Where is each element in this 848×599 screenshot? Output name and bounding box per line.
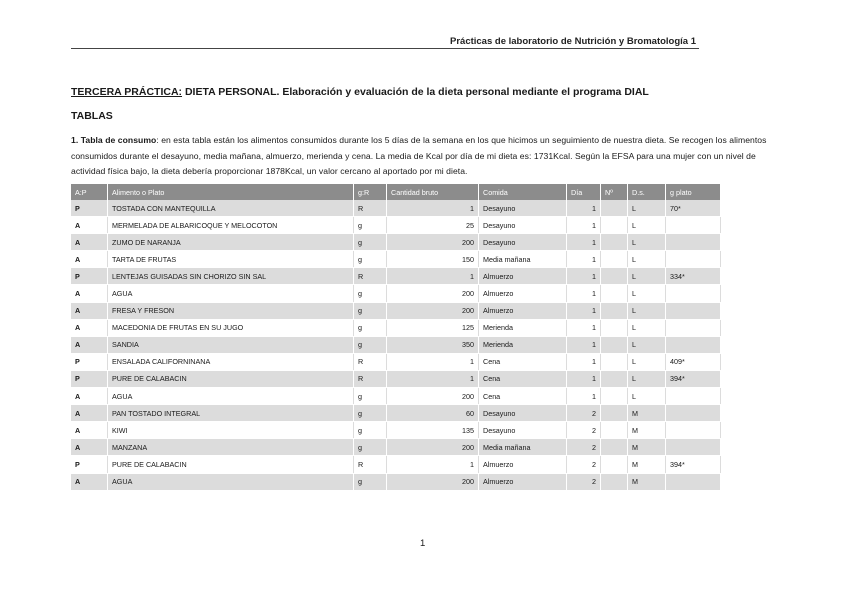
header-day: Día: [567, 184, 601, 200]
cell-grams-dish: 70*: [666, 200, 721, 217]
cell-gr: R: [354, 200, 387, 217]
cell-food: AGUA: [108, 285, 354, 302]
paragraph-text: : en esta tabla están los alimentos consumidos durante los 5 días de la semana en los que hicimos un seguimiento de nuestra dieta. Se recogen los alimentos consumidos durante el desayuno, media mañana, almuerzo, merienda y cena. La media de Kcal por día de mi dieta es: 1731Kcal. Según la EFSA para una mujer con un nivel de actividad física bajo, la dieta debería proporcionar 1878Kcal, un valor cercano al aportado por mi dieta.: [71, 135, 767, 177]
cell-food: TOSTADA CON MANTEQUILLA: [108, 200, 354, 217]
cell-number: [601, 234, 628, 251]
table-row: [71, 268, 721, 285]
table-row: [71, 422, 721, 439]
cell-ds: L: [628, 234, 666, 251]
cell-quantity: 1: [387, 370, 479, 387]
cell-food: PURE DE CALABACIN: [108, 456, 354, 473]
cell-food: ENSALADA CALIFORNINANA: [108, 353, 354, 370]
cell-day: 1: [567, 234, 601, 251]
cell-ds: M: [628, 456, 666, 473]
cell-quantity: 125: [387, 319, 479, 336]
cell-meal: Media mañana: [479, 439, 567, 456]
cell-food: MANZANA: [108, 439, 354, 456]
cell-day: 1: [567, 370, 601, 387]
page-number: 1: [420, 538, 426, 549]
cell-food: TARTA DE FRUTAS: [108, 251, 354, 268]
cell-day: 2: [567, 439, 601, 456]
cell-day: 1: [567, 251, 601, 268]
cell-grams-dish: [666, 439, 721, 456]
cell-ds: L: [628, 268, 666, 285]
cell-quantity: 60: [387, 405, 479, 422]
cell-day: 2: [567, 422, 601, 439]
cell-meal: Almuerzo: [479, 456, 567, 473]
cell-quantity: 200: [387, 439, 479, 456]
cell-grams-dish: [666, 388, 721, 405]
cell-gr: g: [354, 234, 387, 251]
header-ap: A:P: [71, 184, 108, 200]
cell-food: AGUA: [108, 473, 354, 490]
cell-day: 1: [567, 353, 601, 370]
cell-number: [601, 473, 628, 490]
cell-number: [601, 456, 628, 473]
cell-ds: M: [628, 405, 666, 422]
page-header-title: Prácticas de laboratorio de Nutrición y Bromatología 1: [450, 36, 697, 47]
cell-day: 1: [567, 302, 601, 319]
cell-grams-dish: 394*: [666, 370, 721, 387]
table-row: [71, 456, 721, 473]
paragraph-lead: 1. Tabla de consumo: [71, 135, 157, 145]
cell-meal: Almuerzo: [479, 302, 567, 319]
cell-ds: L: [628, 302, 666, 319]
cell-quantity: 200: [387, 388, 479, 405]
cell-gr: g: [354, 422, 387, 439]
cell-ds: L: [628, 336, 666, 353]
cell-meal: Desayuno: [479, 234, 567, 251]
cell-grams-dish: 394*: [666, 456, 721, 473]
cell-number: [601, 405, 628, 422]
cell-food: KIWI: [108, 422, 354, 439]
cell-ap: A: [71, 473, 108, 490]
cell-gr: g: [354, 217, 387, 234]
cell-meal: Merienda: [479, 319, 567, 336]
cell-meal: Merienda: [479, 336, 567, 353]
table-row: [71, 370, 721, 387]
table-row: [71, 473, 721, 490]
section-title: TABLAS: [71, 110, 113, 122]
table-row: [71, 217, 721, 234]
consumption-table: [71, 184, 721, 491]
cell-gr: g: [354, 388, 387, 405]
header-food: Alimento o Plato: [108, 184, 354, 200]
cell-number: [601, 336, 628, 353]
cell-day: 2: [567, 473, 601, 490]
cell-number: [601, 251, 628, 268]
cell-food: LENTEJAS GUISADAS SIN CHORIZO SIN SAL: [108, 268, 354, 285]
cell-grams-dish: [666, 473, 721, 490]
cell-quantity: 200: [387, 473, 479, 490]
cell-ap: A: [71, 388, 108, 405]
header-number: Nº: [601, 184, 628, 200]
cell-meal: Almuerzo: [479, 285, 567, 302]
cell-food: PURE DE CALABACIN: [108, 370, 354, 387]
cell-number: [601, 217, 628, 234]
cell-quantity: 200: [387, 234, 479, 251]
cell-ds: M: [628, 439, 666, 456]
header-quantity: Cantidad bruto: [387, 184, 479, 200]
cell-meal: Desayuno: [479, 422, 567, 439]
cell-ds: L: [628, 217, 666, 234]
header-grams-dish: g plato: [666, 184, 721, 200]
cell-quantity: 350: [387, 336, 479, 353]
cell-gr: g: [354, 251, 387, 268]
cell-gr: g: [354, 439, 387, 456]
cell-number: [601, 422, 628, 439]
table-row: [71, 251, 721, 268]
cell-grams-dish: [666, 234, 721, 251]
cell-quantity: 135: [387, 422, 479, 439]
cell-ds: M: [628, 473, 666, 490]
cell-number: [601, 319, 628, 336]
cell-gr: R: [354, 353, 387, 370]
cell-day: 1: [567, 217, 601, 234]
table-row: [71, 200, 721, 217]
cell-gr: R: [354, 268, 387, 285]
table-row: [71, 353, 721, 370]
cell-ds: L: [628, 285, 666, 302]
cell-number: [601, 439, 628, 456]
cell-grams-dish: [666, 251, 721, 268]
cell-quantity: 200: [387, 285, 479, 302]
cell-quantity: 1: [387, 200, 479, 217]
cell-ap: A: [71, 285, 108, 302]
cell-food: ZUMO DE NARANJA: [108, 234, 354, 251]
cell-ds: L: [628, 251, 666, 268]
practice-title: [71, 86, 649, 98]
cell-day: 1: [567, 336, 601, 353]
cell-day: 2: [567, 405, 601, 422]
cell-gr: g: [354, 319, 387, 336]
cell-ap: A: [71, 302, 108, 319]
table-row: [71, 336, 721, 353]
cell-ap: A: [71, 439, 108, 456]
cell-ap: A: [71, 319, 108, 336]
cell-day: 1: [567, 388, 601, 405]
cell-ap: A: [71, 422, 108, 439]
cell-food: FRESA Y FRESON: [108, 302, 354, 319]
table-row: [71, 388, 721, 405]
cell-day: 1: [567, 200, 601, 217]
practice-label: TERCERA PRÁCTICA:: [71, 86, 183, 98]
cell-meal: Desayuno: [479, 217, 567, 234]
cell-grams-dish: [666, 405, 721, 422]
cell-number: [601, 268, 628, 285]
cell-food: PAN TOSTADO INTEGRAL: [108, 405, 354, 422]
cell-meal: Cena: [479, 370, 567, 387]
cell-quantity: 200: [387, 302, 479, 319]
cell-ap: P: [71, 370, 108, 387]
cell-ds: L: [628, 370, 666, 387]
cell-ds: L: [628, 200, 666, 217]
cell-number: [601, 200, 628, 217]
cell-gr: g: [354, 302, 387, 319]
cell-grams-dish: [666, 422, 721, 439]
cell-gr: g: [354, 473, 387, 490]
table-row: [71, 285, 721, 302]
cell-ds: L: [628, 319, 666, 336]
cell-ap: A: [71, 405, 108, 422]
cell-meal: Cena: [479, 353, 567, 370]
table-row: [71, 234, 721, 251]
cell-food: MACEDONIA DE FRUTAS EN SU JUGO: [108, 319, 354, 336]
header-gr: g:R: [354, 184, 387, 200]
cell-number: [601, 388, 628, 405]
cell-ap: P: [71, 200, 108, 217]
table-header-row: [71, 184, 721, 200]
cell-number: [601, 302, 628, 319]
intro-paragraph: [71, 133, 781, 180]
header-ds: D.s.: [628, 184, 666, 200]
cell-day: 2: [567, 456, 601, 473]
cell-grams-dish: 334*: [666, 268, 721, 285]
cell-number: [601, 285, 628, 302]
cell-grams-dish: [666, 285, 721, 302]
cell-ap: A: [71, 234, 108, 251]
cell-gr: g: [354, 336, 387, 353]
cell-ap: P: [71, 353, 108, 370]
cell-ds: M: [628, 422, 666, 439]
cell-gr: R: [354, 370, 387, 387]
cell-meal: Desayuno: [479, 200, 567, 217]
cell-food: SANDIA: [108, 336, 354, 353]
cell-number: [601, 353, 628, 370]
cell-grams-dish: [666, 319, 721, 336]
cell-day: 1: [567, 319, 601, 336]
cell-quantity: 150: [387, 251, 479, 268]
table-row: [71, 302, 721, 319]
cell-meal: Media mañana: [479, 251, 567, 268]
cell-gr: R: [354, 456, 387, 473]
cell-meal: Cena: [479, 388, 567, 405]
cell-food: MERMELADA DE ALBARICOQUE Y MELOCOTON: [108, 217, 354, 234]
cell-ap: A: [71, 336, 108, 353]
cell-gr: g: [354, 285, 387, 302]
cell-quantity: 1: [387, 268, 479, 285]
cell-ds: L: [628, 388, 666, 405]
cell-quantity: 1: [387, 353, 479, 370]
cell-ap: P: [71, 456, 108, 473]
table-row: [71, 405, 721, 422]
cell-ds: L: [628, 353, 666, 370]
cell-ap: A: [71, 217, 108, 234]
cell-ap: A: [71, 251, 108, 268]
cell-meal: Desayuno: [479, 405, 567, 422]
header-divider: [71, 48, 699, 49]
table-row: [71, 319, 721, 336]
header-meal: Comida: [479, 184, 567, 200]
cell-day: 1: [567, 285, 601, 302]
cell-meal: Almuerzo: [479, 473, 567, 490]
cell-ap: P: [71, 268, 108, 285]
cell-grams-dish: [666, 217, 721, 234]
cell-number: [601, 370, 628, 387]
cell-grams-dish: [666, 336, 721, 353]
cell-day: 1: [567, 268, 601, 285]
practice-title-text: DIETA PERSONAL. Elaboración y evaluación de la dieta personal mediante el programa DIAL: [182, 86, 649, 98]
cell-gr: g: [354, 405, 387, 422]
table-row: [71, 439, 721, 456]
cell-food: AGUA: [108, 388, 354, 405]
cell-quantity: 25: [387, 217, 479, 234]
cell-grams-dish: [666, 302, 721, 319]
cell-quantity: 1: [387, 456, 479, 473]
cell-meal: Almuerzo: [479, 268, 567, 285]
cell-grams-dish: 409*: [666, 353, 721, 370]
